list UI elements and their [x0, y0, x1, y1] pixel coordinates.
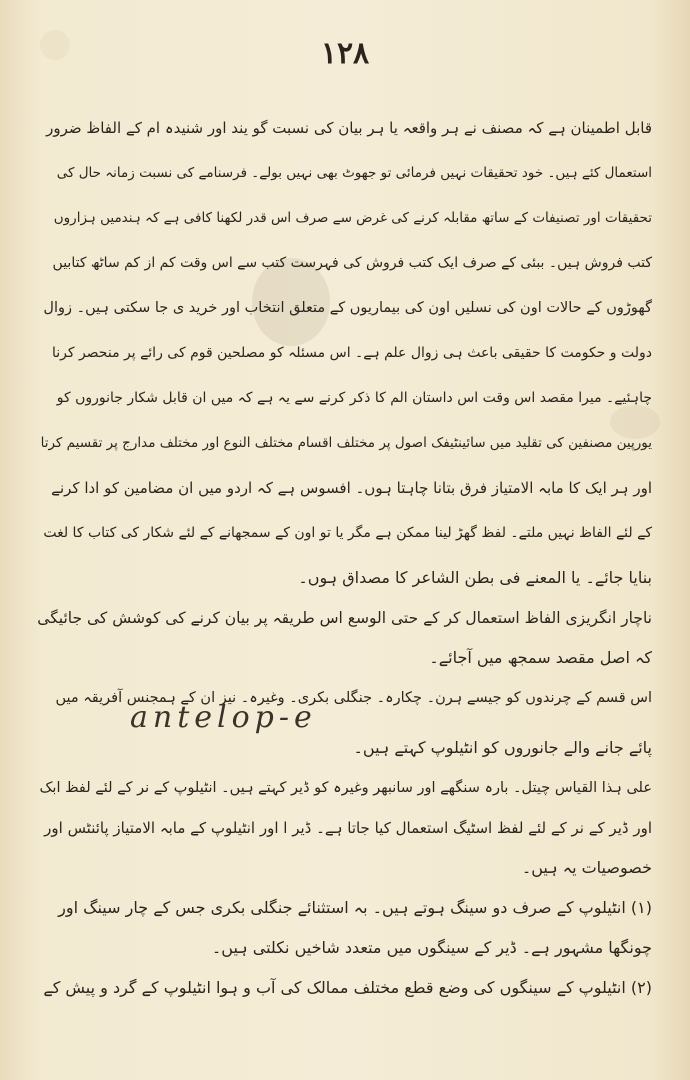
text-line: کے لئے الفاظ نہیں ملتے۔ لفظ گھڑ لینا ممکن ہے مگر یا تو اون کے سمجھانے کے لئے شکار کی کتاب کا لغت	[43, 525, 652, 541]
text-line: قابل اطمینان ہے کہ مصنف نے ہر واقعہ یا ہر بیان کی نسبت گو یند اور شنیدہ ام کے الفاظ ضرور	[46, 119, 652, 137]
text-line: علی ہذا القیاس چیتل۔ بارہ سنگھے اور سانبھر وغیرہ کو ڈیر کہتے ہیں۔ انٹیلوپ کے نر کے لئے لفظ ابک	[39, 780, 652, 796]
handwritten-annotation: antelop-e	[130, 700, 317, 735]
text-line: (۲) انٹیلوپ کے سینگوں کی وضع قطع مختلف ممالک کی آب و ہوا انٹیلوپ کے گرد و پیش کے	[43, 978, 652, 997]
text-line: پائے جانے والے جانوروں کو انٹیلوپ کہتے ہیں۔	[353, 738, 652, 757]
text-line: چونگھا مشہور ہے۔ ڈیر کے سینگوں میں متعدد شاخیں نکلتی ہیں۔	[211, 938, 652, 957]
text-line: (۱) انٹیلوپ کے صرف دو سینگ ہوتے ہیں۔ بہ استثنائے جنگلی بکری جس کے چار سینگ اور	[58, 898, 652, 917]
text-line: یورپین مصنفین کی تقلید میں سائینٹیفک اصول پر مختلف اقسام مختلف النوع اور مختلف مدارج پر تقسیم کرتا	[40, 435, 652, 451]
text-line: اور ہر ایک کا مابہ الامتیاز فرق بتانا چاہتا ہوں۔ افسوس ہے کہ اردو میں ان مضامین کو ادا کرنے	[51, 479, 652, 497]
text-line: تحقیقات اور تصنیفات کے ساتھ مقابلہ کرنے کی غرض سے صرف اس قدر لکھنا کافی ہے کہ ہندمیں ہزاروں	[53, 210, 652, 226]
text-line: کہ اصل مقصد سمجھ میں آجائے۔	[429, 648, 652, 667]
text-line: بنایا جائے۔ یا المعنے فی بطن الشاعر کا مصداق ہوں۔	[298, 568, 652, 587]
text-line: خصوصیات یہ ہیں۔	[521, 858, 652, 877]
page-number: ۱۲۸	[320, 36, 370, 71]
text-line: کتب فروش ہیں۔ ببئی کے صرف ایک کتب فروش کی فہرست کتب سے اس وقت کم از کم ساٹھ کتابیں	[52, 255, 652, 271]
text-line: استعمال کئے ہیں۔ خود تحقیقات نہیں فرمائی تو جھوٹ بھی نہیں بولے۔ فرسنامے کی نسبت زمانہ حال کی	[56, 165, 652, 181]
text-line: اس قسم کے چرندوں کو جیسے ہرن۔ چکارہ۔ جنگلی بکری۔ وغیرہ۔ نیز ان کے ہمجنس آفریقہ میں	[55, 690, 652, 706]
text-line: دولت و حکومت کا حقیقی باعث ہی زوال علم ہے۔ اس مسئلہ کو مصلحین قوم کی رائے پر منحصر کرنا	[51, 345, 652, 361]
text-line: ناچار انگریزی الفاظ استعمال کر کے حتی الوسع اس طریقہ پر بیان کرنے کی کوشش کی جائیگی	[37, 609, 652, 627]
text-line: اور ڈیر کے نر کے لئے لفظ اسٹیگ استعمال کیا جاتا ہے۔ ڈیر ا اور انٹیلوپ کے مابہ الامتیاز پائنٹس اور	[44, 819, 652, 837]
text-line: چاہئیے۔ میرا مقصد اس وقت اس داستان الم کا ذکر کرنے سے یہ ہے کہ میں ان قابل شکار جانوروں کو	[56, 390, 652, 406]
text-line: گھوڑوں کے حالات اون کی نسلیں اون کی بیماریوں کے متعلق انتخاب اور خرید ی جا سکتی ہیں۔ زوال	[43, 300, 652, 316]
